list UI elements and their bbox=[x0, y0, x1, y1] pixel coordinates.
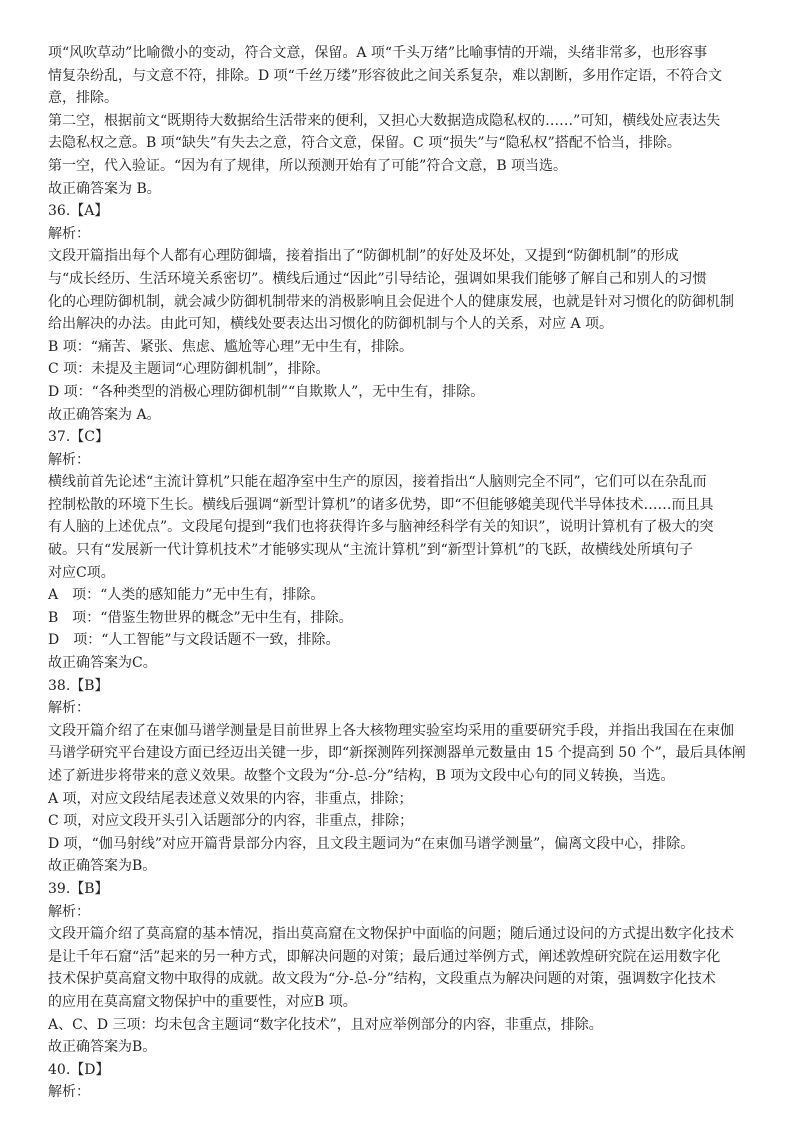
analysis-label: 解析： bbox=[48, 903, 90, 920]
analysis-label: 解析： bbox=[48, 700, 90, 717]
text-line: 意，排除。 bbox=[48, 90, 118, 107]
option-line: C 项：未提及主题词“心理防御机制”，排除。 bbox=[48, 361, 330, 378]
text-line: 情复杂纷乱，与文意不符，排除。D 项“千丝万缕”形容彼此之间关系复杂，难以割断，多用作定语，不符合文 bbox=[48, 67, 722, 84]
document-page bbox=[48, 42, 760, 1104]
option-line: D 项，“伽马射线”对应开篇背景部分内容，且文段主题词为“在束伽马谱学测量”，偏离文段中心，排除。 bbox=[48, 835, 695, 852]
text-line: 横线前首先论述“主流计算机”只能在超净室中生产的原因，接着指出“人脑则完全不同”，它们可以在杂乱而 bbox=[48, 474, 707, 491]
option-line: C 项，对应文段开头引入话题部分的内容，非重点，排除； bbox=[48, 813, 414, 830]
text-line: 述了新进步将带来的意义效果。故整个文段为“分-总-分”结构，B 项为文段中心句的同义转换，当选。 bbox=[48, 768, 675, 784]
analysis-label: 解析： bbox=[48, 451, 90, 468]
option-line: A 项：“人类的感知能力”无中生有，排除。 bbox=[48, 587, 325, 604]
option-line: A、C、D 三项：均未包含主题词“数字化技术”，且对应举例部分的内容，非重点，排除。 bbox=[48, 1016, 603, 1033]
text-line: 技术保护莫高窟文物中取得的成就。故文段为“分-总-分”结构，文段重点为解决问题的对策，强调数字化技术 bbox=[48, 971, 716, 988]
answer-line: 故正确答案为B。 bbox=[48, 1039, 157, 1056]
answer-line: 故正确答案为B。 bbox=[48, 858, 157, 875]
text-line: 给出解决的办法。由此可知，横线处要表达出习惯化的防御机制与个人的关系，对应 A 项。 bbox=[48, 316, 614, 333]
question-number: 39.【B】 bbox=[48, 880, 109, 897]
question-number: 40.【D】 bbox=[48, 1061, 110, 1078]
text-line: 对应C项。 bbox=[48, 564, 115, 581]
text-line: 去隐私权之意。B 项“缺失”有失去之意，符合文意，保留。C 项“损失”与“隐私权”搭配不恰当，排除。 bbox=[48, 135, 681, 152]
text-line: 有人脑的上述优点”。文段尾句提到“我们也将获得许多与脑神经科学有关的知识”，说明计算机有了极大的突 bbox=[48, 519, 714, 536]
text-line: 化的心理防御机制，就会减少防御机制带来的消极影响且会促进个人的健康发展，也就是针对习惯化的防御机制 bbox=[48, 293, 734, 310]
question-number: 38.【B】 bbox=[48, 677, 109, 694]
text-line: 文段开篇指出每个人都有心理防御墙，接着指出了“防御机制”的好处及坏处，又提到“防御机制”的形成 bbox=[48, 248, 679, 265]
text-line: 与“成长经历、生活环境关系密切”。横线后通过“因此”引导结论，强调如果我们能够了解自己和别人的习惯 bbox=[48, 270, 707, 287]
text-line: 第一空，代入验证。“因为有了规律，所以预测开始有了可能”符合文意，B 项当选。 bbox=[48, 157, 568, 174]
text-line: 第二空，根据前文“既期待大数据给生活带来的便利，又担心大数据造成隐私权的……”可知，横线处应表达失 bbox=[48, 112, 721, 129]
analysis-label: 解析： bbox=[48, 225, 90, 242]
answer-line: 故正确答案为 B。 bbox=[48, 180, 161, 197]
option-line: B 项：“痛苦、紧张、焦虑、尴尬等心理”无中生有，排除。 bbox=[48, 338, 414, 355]
option-line: D 项：“各种类型的消极心理防御机制”“自欺欺人”，无中生有，排除。 bbox=[48, 383, 485, 400]
text-line: 破。只有“发展新一代计算机技术”才能够实现从“主流计算机”到“新型计算机”的飞跃，故横线处所填句子 bbox=[48, 542, 693, 559]
text-line: 文段开篇介绍了莫高窟的基本情况，指出莫高窟在文物保护中面临的问题；随后通过设问的方式提出数字化技术 bbox=[48, 926, 734, 943]
question-number: 36.【A】 bbox=[48, 203, 109, 220]
text-line: 马谱学研究平台建设方面已经迈出关键一步，即“新探测阵列探测器单元数量由 15 个提高到 50 个”，最后具体阐 bbox=[48, 745, 746, 762]
text-line: 是让千年石窟“活”起来的另一种方式，即解决问题的对策；最后通过举例方式，阐述敦煌研究院在运用数字化 bbox=[48, 948, 721, 965]
option-line: D 项：“人工智能”与文段话题不一致，排除。 bbox=[48, 632, 340, 649]
question-number: 37.【C】 bbox=[48, 429, 109, 446]
text-line: 控制松散的环境下生长。横线后强调“新型计算机”的诸多优势，即“不但能够媲美现代半导体技术……而且具 bbox=[48, 496, 714, 513]
text-line: 文段开篇介绍了在束伽马谱学测量是目前世界上各大核物理实验室均采用的重要研究手段，并指出我国在在束伽 bbox=[48, 722, 734, 739]
answer-line: 故正确答案为C。 bbox=[48, 655, 157, 672]
option-line: B 项：“借鉴生物世界的概念”无中生有，排除。 bbox=[48, 609, 353, 626]
answer-line: 故正确答案为 A。 bbox=[48, 406, 161, 423]
text-line: 项“风吹草动”比喻微小的变动，符合文意，保留。A 项“千头万绪”比喻事情的开端，头绪非常多，也形容事 bbox=[48, 45, 708, 61]
option-line: A 项，对应文段结尾表述意义效果的内容，非重点，排除； bbox=[48, 790, 413, 807]
text-line: 的应用在莫高窟文物保护中的重要性，对应B 项。 bbox=[48, 993, 357, 1010]
analysis-label: 解析： bbox=[48, 1084, 90, 1101]
